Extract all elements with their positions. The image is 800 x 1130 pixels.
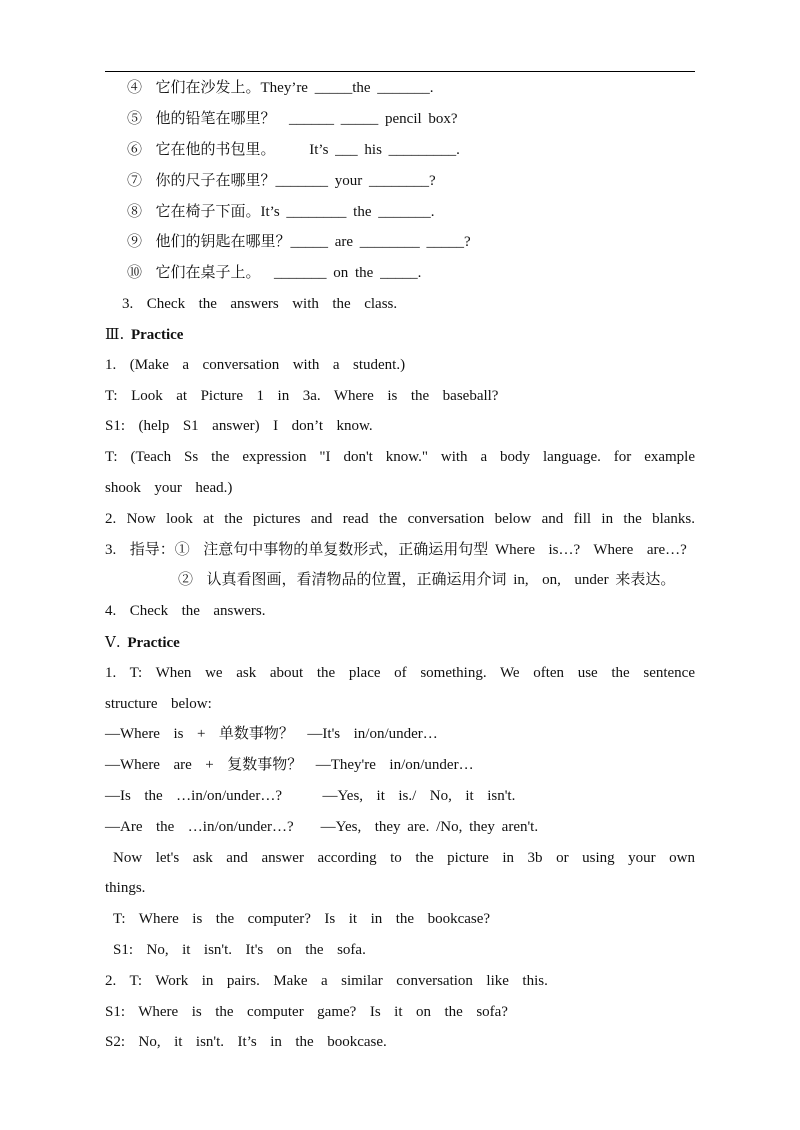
blank-item-6: ⑥ 它在他的书包里。 It’s ___ his _________.: [127, 142, 460, 158]
section-5-title: Practice: [127, 635, 180, 651]
section-3-numeral: Ⅲ.: [105, 325, 125, 343]
s5-line-3: —Where is + 单数事物？ —It's in/on/under…: [105, 726, 438, 742]
s3-line-7: 3. 指导：① 注意句中事物的单复数形式，正确运用句型 Where is…? Where are…?: [105, 542, 687, 558]
header-rule: [105, 71, 695, 72]
s5-line-9: T: Where is the computer? Is it in the bookcase?: [113, 911, 491, 927]
s3-line-9: 4. Check the answers.: [105, 603, 266, 619]
s3-line-4: T: (Teach Ss the expression "I don't know." with a body language. for example: [105, 449, 695, 465]
s5-line-8: things.: [105, 880, 146, 896]
s3-line-8: ② 认真看图画，看清物品的位置，正确运用介词 in, on, under 来表达。: [178, 572, 676, 588]
section-3-title: Practice: [130, 327, 184, 343]
s3-line-1: 1. (Make a conversation with a student.): [105, 357, 406, 373]
s3-line-2: T: Look at Picture 1 in 3a. Where is the baseball?: [105, 388, 499, 404]
s5-line-1: 1. T: When we ask about the place of something. We often use the sentence: [105, 665, 695, 681]
section-5-heading: [105, 632, 180, 653]
s5-line-11: 2. T: Work in pairs. Make a similar conversation like this.: [105, 973, 548, 989]
s5-line-5: —Is the …in/on/under…? —Yes, it is./ No, it isn't.: [105, 788, 516, 804]
s5-line-12: S1: Where is the computer game? Is it on the sofa?: [105, 1004, 508, 1020]
s3-line-6: 2. Now look at the pictures and read the conversation below and fill in the blanks.: [105, 511, 695, 527]
check-answers-step: 3. Check the answers with the class.: [122, 296, 398, 312]
blank-item-10: ⑩ 它们在桌子上。 _______ on the _____.: [127, 265, 422, 281]
section-3-heading: [105, 324, 183, 345]
s5-line-7: Now let's ask and answer according to the picture in 3b or using your own: [113, 850, 695, 866]
s5-line-4: —Where are + 复数事物？ —They're in/on/under…: [105, 757, 474, 773]
blank-item-7: ⑦ 你的尺子在哪里？_______ your ________?: [127, 173, 436, 189]
section-5-numeral: Ⅴ.: [105, 633, 121, 651]
s5-line-2: structure below:: [105, 696, 212, 712]
s5-line-6: —Are the …in/on/under…? —Yes, they are. /No, they aren't.: [105, 819, 539, 835]
s5-line-10: S1: No, it isn't. It's on the sofa.: [113, 942, 366, 958]
s5-line-13: S2: No, it isn't. It’s in the bookcase.: [105, 1034, 387, 1050]
blank-item-5: ⑤ 他的铅笔在哪里？ ______ _____ pencil box?: [127, 111, 458, 127]
s3-line-3: S1: (help S1 answer) I don’t know.: [105, 418, 373, 434]
blank-item-8: ⑧ 它在椅子下面。It’s ________ the _______.: [127, 204, 435, 220]
blank-item-4: ④ 它们在沙发上。They’re _____the _______.: [127, 80, 434, 96]
s3-line-5: shook your head.): [105, 480, 233, 496]
blank-item-9: ⑨ 他们的钥匙在哪里？_____ are ________ _____?: [127, 234, 471, 250]
